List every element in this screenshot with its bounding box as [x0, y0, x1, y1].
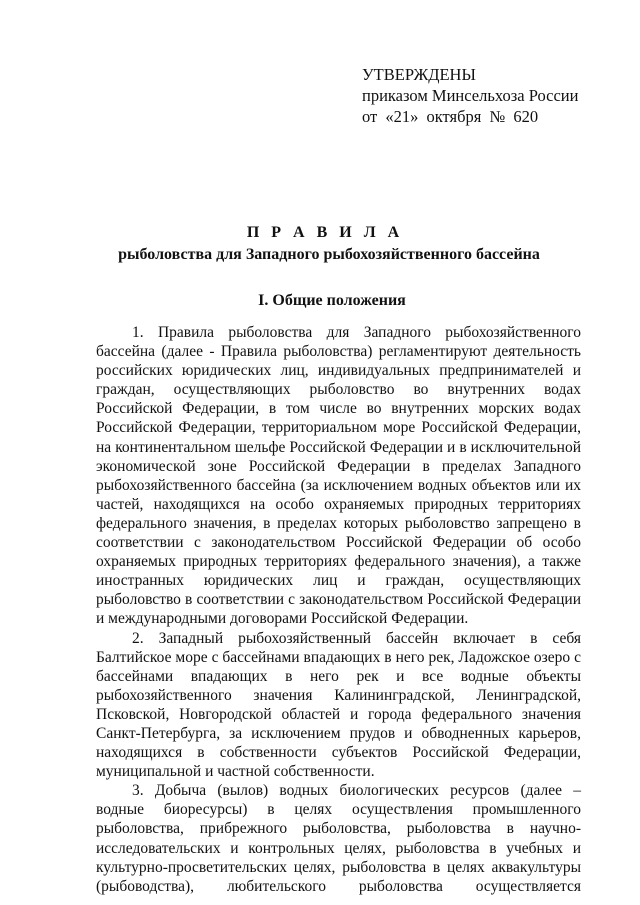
- paragraph-3: [96, 781, 581, 896]
- document-title: П Р А В И Л А: [246, 224, 404, 241]
- paragraph-1: [96, 323, 581, 629]
- document-title-block: [0, 222, 640, 266]
- approval-title: УТВЕРЖДЕНЫ: [362, 65, 476, 84]
- section-heading: I. Общие положения: [258, 292, 406, 309]
- approval-order: приказом Минсельхоза России: [362, 86, 579, 105]
- paragraph-2: [96, 629, 581, 782]
- paragraph-2-text: 2. Западный рыбохозяйственный бассейн включает в себя Балтийское море с бассейнами впадающих в него рек, Ладожское озеро с бассейнами впадающих в него рек и все водные объекты рыбохозяйственного значения Калининградской, Ленинградской, Псковской, Новгородской областей и города федерального значения Санкт-Петербурга, за исключением прудов и обводненных карьеров, находящихся в собственности субъектов Российской Федерации, муниципальной и частной собственности.: [96, 629, 581, 781]
- document-subtitle: рыболовства для Западного рыбохозяйственного бассейна: [118, 246, 540, 263]
- document-body: [96, 323, 581, 896]
- paragraph-1-text: 1. Правила рыболовства для Западного рыбохозяйственного бассейна (далее - Правила рыболовства) регламентируют деятельность российских юридических лиц, индивидуальных предпринимателей и граждан, осуществляющих рыболовство во внутренних водах Российской Федерации, в том числе во внутренних морских водах Российской Федерации, территориальном море Российской Федерации, на континентальном шельфе Российской Федерации и в исключительной экономической зоне Российской Федерации в пределах Западного рыбохозяйственного бассейна (за исключением водных объектов или их частей, находящихся на особо охраняемых природных территориях федерального значения, в пределах которых рыболовство запрещено в соответствии с законодательством Российской Федерации об особо охраняемых природных территориях федерального значения), а также иностранных юридических лиц и граждан, осуществляющих рыболовство в соответствии с законодательством Российской Федерации и международными договорами Российской Федерации.: [96, 324, 581, 628]
- approval-stamp: [362, 64, 578, 127]
- paragraph-3-text: 3. Добыча (вылов) водных биологических ресурсов (далее – водные биоресурсы) в целях осуществления промышленного рыболовства, прибрежного рыболовства, рыболовства в научно-исследовательских и контрольных целях, рыболовства в учебных и культурно-просветительских целях, рыболовства в целях аквакультуры (рыбоводства), любительского рыболовства осуществляется: [96, 782, 581, 895]
- approval-date: от «21» октября № 620: [362, 107, 539, 126]
